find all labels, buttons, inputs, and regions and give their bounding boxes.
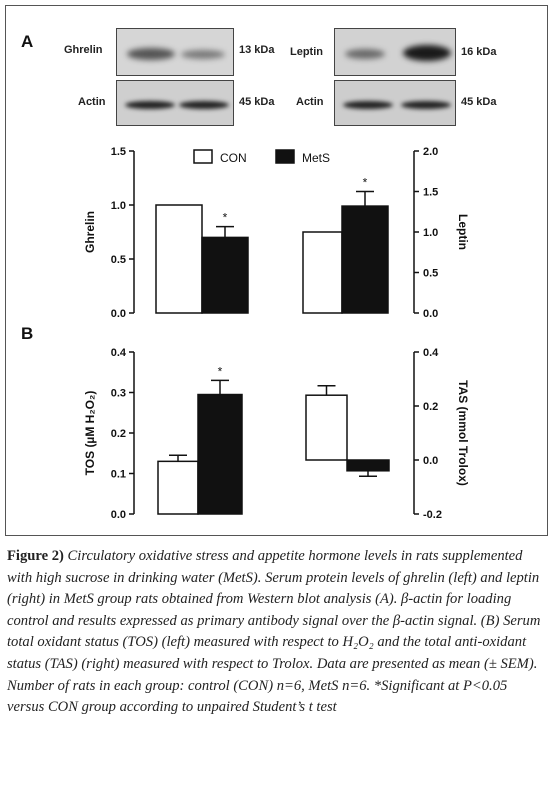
right-axis-title: Leptin [456,214,470,250]
right-axis-tick-label: 0.5 [423,267,439,280]
caption-text: Circulatory oxidative stress and appetite hormone levels in rats supplemented with high sucrose in drinking water (MetS). Serum protein levels of ghrelin (left) and leptin (right) in MetS group rats obtained from Western blot analysis (A). β-actin for loading control and results expressed as primary antibody signal over the β-actin signal. (B) Serum total oxidant status (TOS) (left) measured with respect to H₂O₂ and the total anti-oxidant status (TAS) (right) measured with respect to Trolox. Data are presented as mean (± SEM). Number of rats in each group: control (CON) n=6, MetS n=6. *Significant at P<0.05 versus CON group according to unpaired Student’s t test [7,548,541,716]
panel-b-letter: B [21,324,34,343]
figure-caption [7,546,547,719]
bar-mets-leptin [342,206,388,313]
actin-kda-label-left: 45 kDa [239,96,275,108]
right-axis-tick-label: 0.4 [423,347,439,359]
actin-kda-label-right: 45 kDa [461,96,497,108]
right-axis-tick-label: 0.2 [423,401,439,413]
bar-con-tos [158,461,198,514]
bar-charts [6,6,547,535]
significance-marker: * [362,175,368,190]
left-axis-tick-label: 1.0 [110,200,126,212]
bar-mets-ghrelin [202,237,248,313]
leptin-blot-label: Leptin [290,46,323,58]
ghrelin-blot-label: Ghrelin [64,44,103,56]
figure-panel [5,5,548,536]
actin-blot-label-right: Actin [296,96,324,108]
left-axis-tick-label: 0.0 [110,509,126,521]
actin-blot-label-left: Actin [78,96,106,108]
right-axis-title: TAS (mmol Trolox) [456,380,470,486]
chart-a [83,146,470,320]
left-axis-tick-label: 0.1 [110,468,126,481]
left-axis-tick-label: 0.3 [110,387,126,400]
bar-con-ghrelin [156,205,202,313]
legend-swatch-mets [276,150,294,163]
bar-con-leptin [303,232,342,313]
bar-con-tas [306,395,347,460]
right-axis-tick-label: 2.0 [423,146,439,158]
right-axis-tick-label: 0.0 [423,455,439,467]
significance-marker: * [217,364,223,379]
chart-legend [194,150,330,165]
left-axis-tick-label: 1.5 [110,146,126,158]
left-axis-title: TOS (µM H₂O₂) [83,390,97,476]
leptin-kda-label: 16 kDa [461,46,497,58]
right-axis-tick-label: -0.2 [423,509,442,521]
legend-swatch-con [194,150,212,163]
left-axis-tick-label: 0.0 [110,308,126,320]
chart-b [83,347,470,521]
bar-mets-tos [198,395,242,514]
left-axis-tick-label: 0.5 [110,254,126,266]
left-axis-title: Ghrelin [83,210,97,254]
legend-label-con: CON [220,151,247,165]
right-axis-tick-label: 0.0 [423,308,439,320]
right-axis-tick-label: 1.5 [423,186,439,199]
bar-mets-tas [347,460,389,471]
legend-label-mets: MetS [302,151,331,165]
caption-label: Figure 2) [7,548,64,564]
right-axis-tick-label: 1.0 [423,227,439,239]
left-axis-tick-label: 0.4 [110,347,126,359]
left-axis-tick-label: 0.2 [110,428,126,440]
panel-a-letter: A [21,32,34,51]
significance-marker: * [222,210,228,225]
ghrelin-kda-label: 13 kDa [239,44,275,56]
